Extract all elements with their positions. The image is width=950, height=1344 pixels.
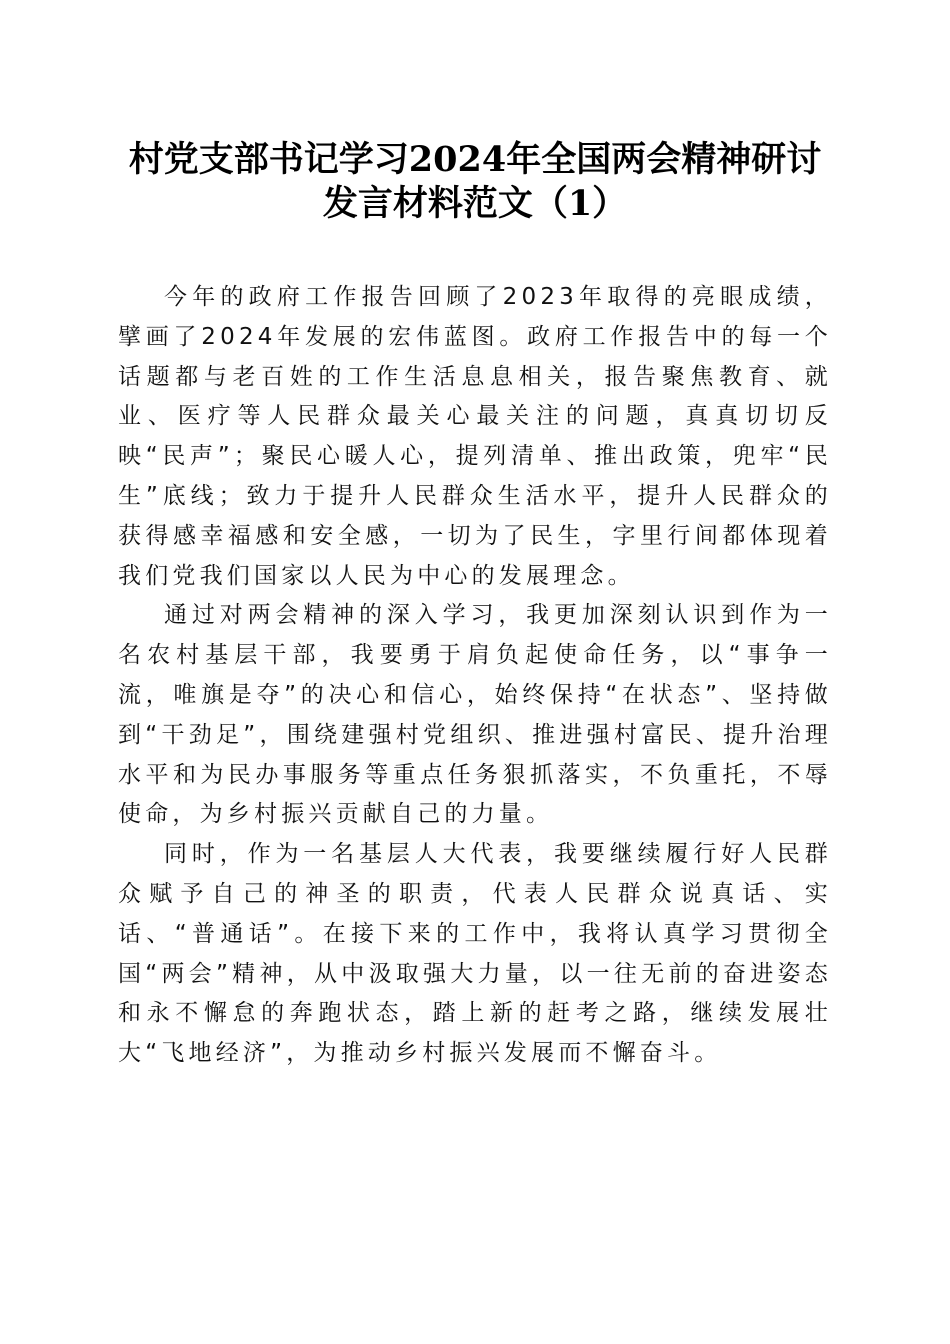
paragraph-2: 通过对两会精神的深入学习，我更加深刻认识到作为一名农村基层干部，我要勇于肩负起使命任务，以“事争一流，唯旗是夺”的决心和信心，始终保持“在状态”、坚持做到“干劲足”，围绕建强村党组织、推进强村富民、提升治理水平和为民办事服务等重点任务狠抓落实，不负重托，不辱使命，为乡村振兴贡献自己的力量。	[118, 602, 832, 828]
document-body	[118, 278, 832, 1074]
title-line-2: 发言材料范文（1）	[322, 183, 628, 224]
paragraph-3: 同时，作为一名基层人大代表，我要继续履行好人民群众赋予自己的神圣的职责，代表人民群众说真话、实话、“普通话”。在接下来的工作中，我将认真学习贯彻全国“两会”精神，从中汲取强大力量，以一往无前的奋进姿态和永不懈怠的奔跑状态，踏上新的赶考之路，继续发展壮大“飞地经济”，为推动乡村振兴发展而不懈奋斗。	[118, 841, 832, 1067]
document-title	[100, 138, 850, 226]
title-line-1: 村党支部书记学习2024年全国两会精神研讨	[128, 139, 822, 180]
paragraph-1: 今年的政府工作报告回顾了2023年取得的亮眼成绩，擘画了2024年发展的宏伟蓝图。政府工作报告中的每一个话题都与老百姓的工作生活息息相关，报告聚焦教育、就业、医疗等人民群众最关心最关注的问题，真真切切反映“民声”；聚民心暖人心，提列清单、推出政策，兜牢“民生”底线；致力于提升人民群众生活水平，提升人民群众的获得感幸福感和安全感，一切为了民生，字里行间都体现着我们党我们国家以人民为中心的发展理念。	[118, 284, 832, 589]
